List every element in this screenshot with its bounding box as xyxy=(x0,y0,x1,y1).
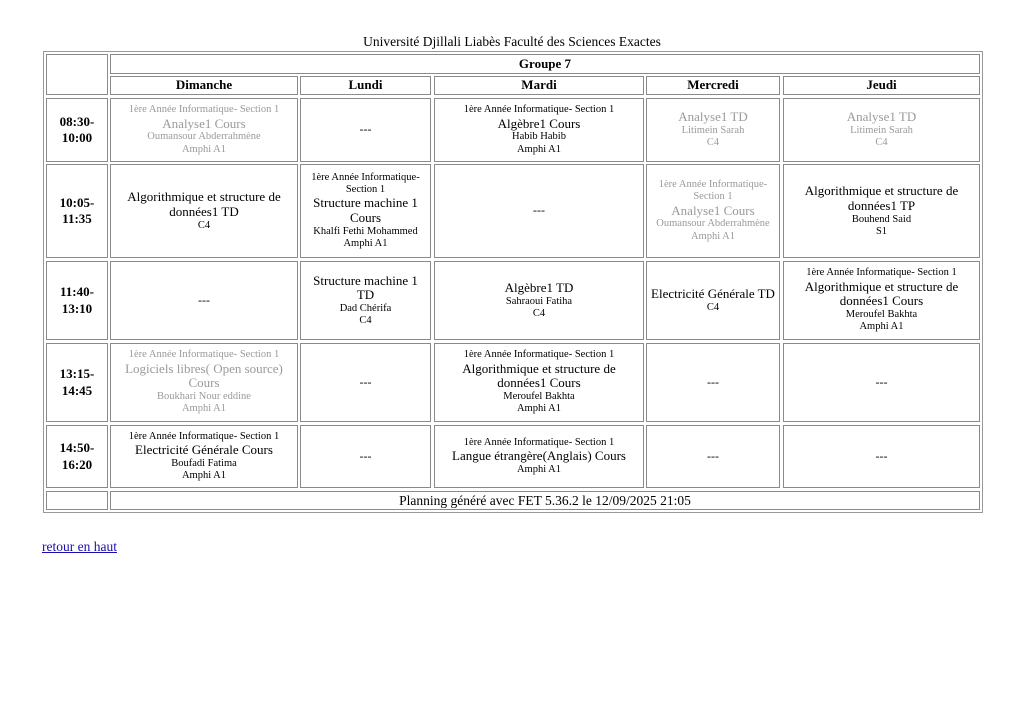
course-cell xyxy=(646,261,780,340)
course-subject: Algorithmique et structure de données1 Cours xyxy=(804,278,959,309)
course-cell xyxy=(434,98,644,162)
course-teacher: Bouhend Said xyxy=(851,213,912,225)
course-cell xyxy=(783,164,980,258)
course-room: C4 xyxy=(706,137,720,149)
course-teacher: Litimein Sarah xyxy=(681,125,745,137)
course-subject: Structure machine 1 TD xyxy=(313,272,418,303)
course-subject: Algorithmique et structure de données1 TD xyxy=(127,189,281,219)
day-header-2: Mardi xyxy=(434,76,644,95)
empty-slot: --- xyxy=(434,164,644,258)
course-room: Amphi A1 xyxy=(690,230,736,242)
day-header-4: Jeudi xyxy=(783,76,980,95)
empty-slot: --- xyxy=(646,343,780,422)
course-section: 1ère Année Informatique- Section 1 xyxy=(311,171,420,195)
course-subject: Algorithmique et structure de données1 TP xyxy=(804,183,959,213)
course-room: Amphi A1 xyxy=(343,238,388,249)
course-teacher: Khalfi Fethi Mohammed xyxy=(313,225,418,237)
course-cell xyxy=(434,425,644,488)
course-subject: Electricité Générale Cours xyxy=(135,442,273,457)
course-cell xyxy=(434,343,644,422)
course-room: C4 xyxy=(875,137,888,149)
course-room: Amphi A1 xyxy=(516,403,562,415)
course-subject: Analyse1 TD xyxy=(678,109,748,125)
course-teacher: Habib Habib xyxy=(512,131,566,143)
empty-slot: --- xyxy=(300,425,431,488)
day-header-1: Lundi xyxy=(300,76,431,95)
course-section: 1ère Année Informatique- Section 1 xyxy=(806,267,957,279)
course-room: C4 xyxy=(706,301,720,313)
time-slot-3: 13:15- 14:45 xyxy=(46,343,108,422)
empty-slot: --- xyxy=(300,98,431,162)
day-header-3: Mercredi xyxy=(646,76,780,95)
course-subject: Algorithmique et structure de données1 Cours xyxy=(462,360,616,391)
course-teacher: Meroufel Bakhta xyxy=(503,391,575,403)
course-subject: Algèbre1 Cours xyxy=(497,115,581,131)
time-slot-2: 11:40- 13:10 xyxy=(46,261,108,340)
course-room: C4 xyxy=(197,219,211,231)
course-cell xyxy=(646,98,780,162)
course-section: 1ère Année Informatique- Section 1 xyxy=(128,430,280,442)
course-subject: Algèbre1 TD xyxy=(504,279,574,295)
empty-slot: --- xyxy=(783,343,980,422)
back-to-top-link[interactable]: retour en haut xyxy=(42,539,117,554)
page-title: Université Djillali Liabès Faculté des Sciences Exactes xyxy=(363,34,661,49)
corner-cell xyxy=(46,54,108,95)
day-header-0: Dimanche xyxy=(110,76,298,95)
course-teacher: Boukhari Nour eddine xyxy=(157,391,251,403)
course-section: 1ère Année Informatique- Section 1 xyxy=(128,349,280,361)
time-slot-1: 10:05- 11:35 xyxy=(46,164,108,258)
course-teacher: Oumansour Abderrahmène xyxy=(147,131,261,143)
course-cell xyxy=(783,98,980,162)
course-teacher: Litimein Sarah xyxy=(850,125,913,137)
course-cell xyxy=(110,343,298,422)
course-room: Amphi A1 xyxy=(859,321,904,333)
empty-slot: --- xyxy=(110,261,298,340)
time-slot-0: 08:30- 10:00 xyxy=(46,98,108,162)
course-teacher: Sahraoui Fatiha xyxy=(505,295,573,307)
course-teacher: Oumansour Abderrahmène xyxy=(656,218,770,230)
course-subject: Logiciels libres( Open source) Cours xyxy=(125,360,283,391)
course-cell xyxy=(300,261,431,340)
course-subject: Analyse1 TD xyxy=(846,109,917,125)
course-cell xyxy=(783,261,980,340)
course-teacher: Meroufel Bakhta xyxy=(845,309,918,321)
course-room: Amphi A1 xyxy=(181,143,227,155)
course-room: C4 xyxy=(359,315,372,327)
course-section: 1ère Année Informatique- Section 1 xyxy=(128,104,280,116)
course-cell xyxy=(300,164,431,258)
course-section: 1ère Année Informatique- Section 1 xyxy=(463,104,615,116)
empty-slot: --- xyxy=(646,425,780,488)
course-section: 1ère Année Informatique- Section 1 xyxy=(463,349,615,361)
course-subject: Electricité Générale TD xyxy=(651,286,775,301)
group-header: Groupe 7 xyxy=(110,54,980,74)
time-slot-4: 14:50- 16:20 xyxy=(46,425,108,488)
course-room: S1 xyxy=(875,225,888,237)
course-subject: Analyse1 Cours xyxy=(162,115,246,131)
course-subject: Structure machine 1 Cours xyxy=(313,195,418,225)
course-cell xyxy=(110,98,298,162)
course-teacher: Dad Chérifa xyxy=(339,303,392,315)
course-cell xyxy=(110,425,298,488)
course-cell xyxy=(434,261,644,340)
course-teacher: Boufadi Fatima xyxy=(171,457,237,469)
empty-slot: --- xyxy=(783,425,980,488)
empty-slot: --- xyxy=(300,343,431,422)
course-section: 1ère Année Informatique- Section 1 xyxy=(463,436,615,448)
course-room: C4 xyxy=(532,307,546,319)
course-room: Amphi A1 xyxy=(181,403,227,415)
course-section: 1ère Année Informatique- Section 1 xyxy=(658,179,768,203)
course-room: Amphi A1 xyxy=(516,143,562,155)
timetable xyxy=(43,51,983,513)
course-subject: Analyse1 Cours xyxy=(671,202,755,218)
course-room: Amphi A1 xyxy=(516,463,562,475)
timetable-footer: Planning généré avec FET 5.36.2 le 12/09/2025 21:05 xyxy=(110,491,980,510)
course-cell xyxy=(646,164,780,258)
course-subject: Langue étrangère(Anglais) Cours xyxy=(452,448,626,464)
course-room: Amphi A1 xyxy=(181,470,227,481)
course-cell xyxy=(110,164,298,258)
footer-left-cell xyxy=(46,491,108,510)
